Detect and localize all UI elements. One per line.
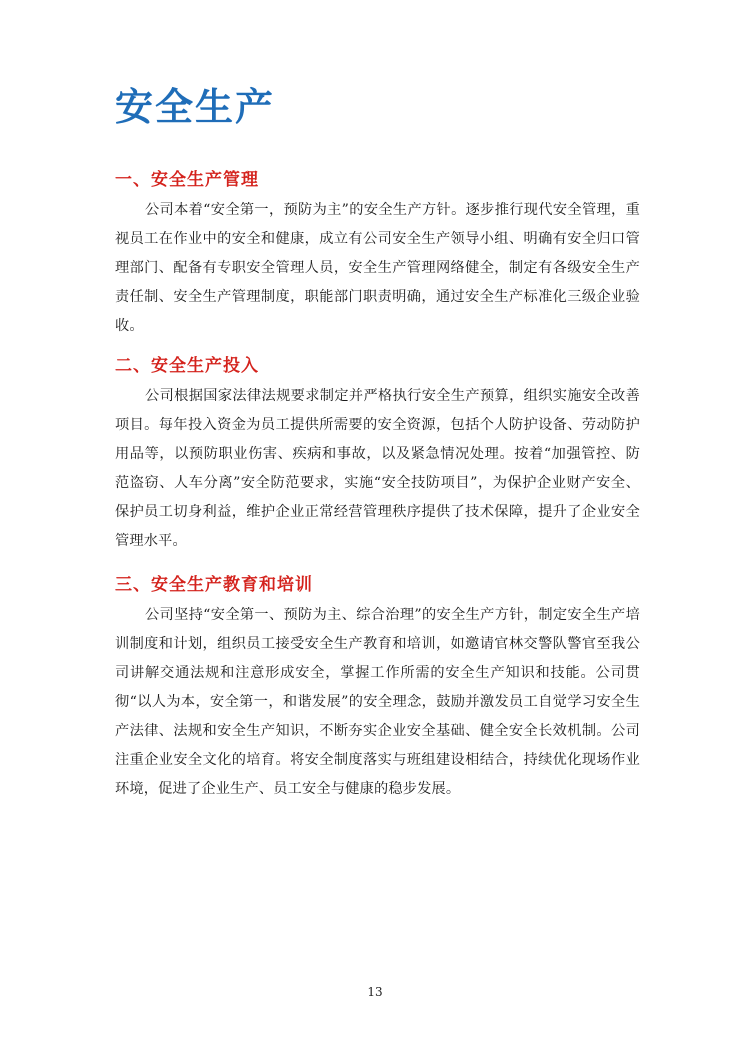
section-safety-investment [115,354,640,556]
page-title: 安全生产 [115,85,276,129]
section-heading: 三、安全生产教育和培训 [115,575,313,595]
section-safety-training [115,573,640,804]
page-number: 13 [367,985,383,999]
section-heading: 一、安全生产管理 [115,170,259,190]
section-paragraph: 公司本着“安全第一，预防为主”的安全生产方针。逐步推行现代安全管理，重视员工在作业中的安全和健康，成立有公司安全生产领导小组、明确有安全归口管理部门、配备有专职安全管理人员，安全生产管理网络健全，制定有各级安全生产责任制、安全生产管理制度，职能部门职责明确，通过安全生产标准化三级企业验收。 [115,202,640,334]
section-safety-management [115,168,640,341]
section-paragraph: 公司根据国家法律法规要求制定并严格执行安全生产预算，组织实施安全改善项目。每年投入资金为员工提供所需要的安全资源，包括个人防护设备、劳动防护用品等，以预防职业伤害、疾病和事故，以及紧急情况处理。按着“加强管控、防范盗窃、人车分离”安全防范要求，实施“安全技防项目”，为保护企业财产安全、保护员工切身利益，维护企业正常经营管理秩序提供了技术保障，提升了企业安全管理水平。 [115,388,640,549]
section-paragraph: 公司坚持“安全第一、预防为主、综合治理”的安全生产方针，制定安全生产培训制度和计划，组织员工接受安全生产教育和培训，如邀请官林交警队警官至我公司讲解交通法规和注意形成安全，掌握工作所需的安全生产知识和技能。公司贯彻“以人为本，安全第一，和谐发展”的安全理念，鼓励并激发员工自觉学习安全生产法律、法规和安全生产知识，不断夯实企业安全基础、健全安全长效机制。公司注重企业安全文化的培育。将安全制度落实与班组建设相结合，持续优化现场作业环境，促进了企业生产、员工安全与健康的稳步发展。 [115,607,640,797]
section-heading: 二、安全生产投入 [115,356,259,376]
